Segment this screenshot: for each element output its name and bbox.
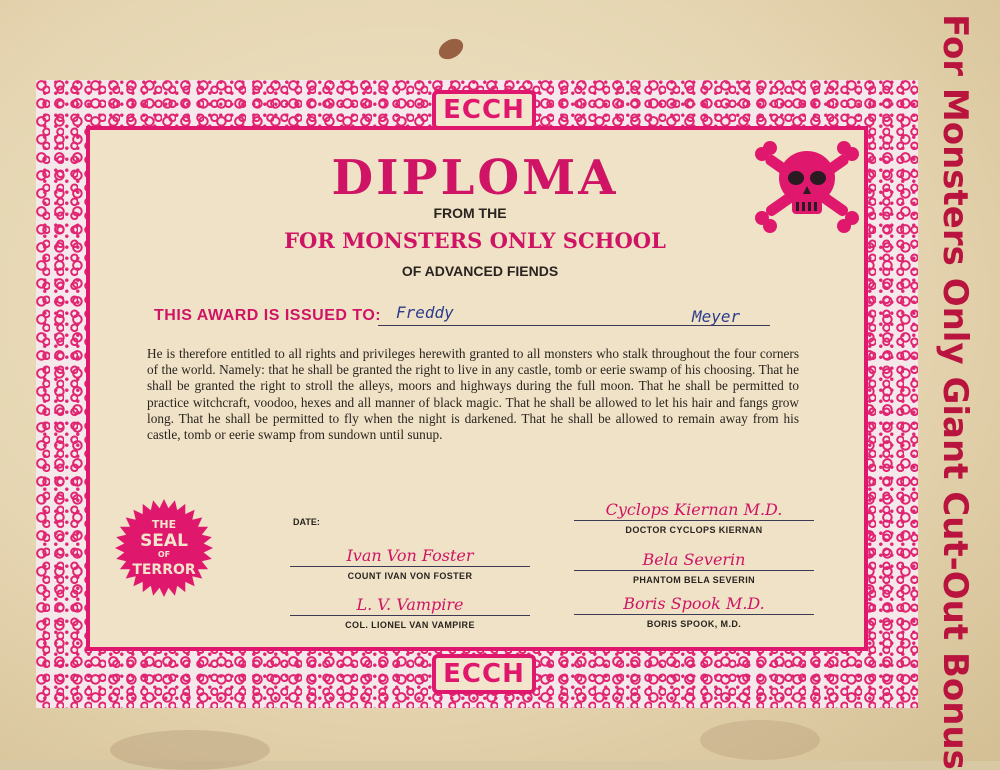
signature-line [290, 615, 530, 616]
issued-to-label: THIS AWARD IS ISSUED TO: [154, 307, 382, 324]
signature-boris: Boris Spook M.D. [623, 594, 765, 613]
signature-block-ivan [290, 546, 530, 581]
diploma-title: DIPLOMA [331, 150, 619, 206]
signature-cyclops: Cyclops Kiernan M.D. [605, 500, 783, 519]
signatory-name-ivan: COUNT IVAN VON FOSTER [347, 571, 473, 581]
signature-line [574, 570, 814, 571]
signatory-name-boris: BORIS SPOOK, M.D. [646, 619, 742, 629]
signature-ivan: Ivan Von Foster [346, 546, 474, 565]
signature-lionel: L. V. Vampire [356, 595, 464, 614]
seal-text-line1: THE [151, 518, 177, 531]
signature-bela: Bela Severin [642, 550, 746, 569]
school-name: FOR MONSTERS ONLY SCHOOL [284, 228, 666, 253]
signature-block-boris [574, 594, 814, 629]
school-subtitle: OF ADVANCED FIENDS [401, 263, 559, 279]
signature-line [290, 566, 530, 567]
stain [110, 730, 270, 770]
seal-text-line3: OF [157, 550, 171, 559]
recipient-first-name: Freddy [396, 303, 454, 322]
ecch-badge-bottom: ECCH [432, 654, 536, 694]
diploma-body-text: He is therefore entitled to all rights and privileges herewith granted to all monsters who stalk throughout the four corners of the world. Namely: that he shall be granted the right to live in any castle, tomb or eerie swamp of his choosing. That he shall be granted the right to stroll the alleys, moors and highways during the full moon. That he shall be permitted to practice witchcraft, voodoo, hexes and all manner of black magic. That he shall be allowed to let his hair and fangs grow long. That he shall be permitted to fly when the night is darkened. That he shall be allowed to remain away from his castle, tomb or eerie swamp from sundown until sunup. [147, 346, 799, 443]
signature-block-cyclops [574, 500, 814, 535]
seal-text-line2: SEAL [140, 531, 188, 551]
signature-line [574, 614, 814, 615]
stain [700, 720, 820, 760]
signature-line [574, 520, 814, 521]
side-banner [925, 14, 985, 770]
from-the-text: FROM THE [433, 205, 507, 221]
ecch-badge-top: ECCH [432, 90, 536, 130]
signatory-name-lionel: COL. LIONEL VAN VAMPIRE [345, 620, 475, 630]
signatory-name-cyclops: DOCTOR CYCLOPS KIERNAN [625, 525, 763, 535]
signature-block-lionel [290, 595, 530, 630]
signature-block-bela [574, 550, 814, 585]
signatory-name-bela: PHANTOM BELA SEVERIN [632, 575, 755, 585]
side-banner-text: For Monsters Only Giant Cut-Out Bonus [935, 14, 975, 770]
starburst-seal-icon [114, 498, 214, 598]
date-label: DATE: [293, 517, 320, 527]
skull-crossbones-icon [752, 140, 862, 235]
recipient-last-name: Meyer [692, 307, 741, 326]
seal-text-line4: TERROR [132, 562, 196, 578]
